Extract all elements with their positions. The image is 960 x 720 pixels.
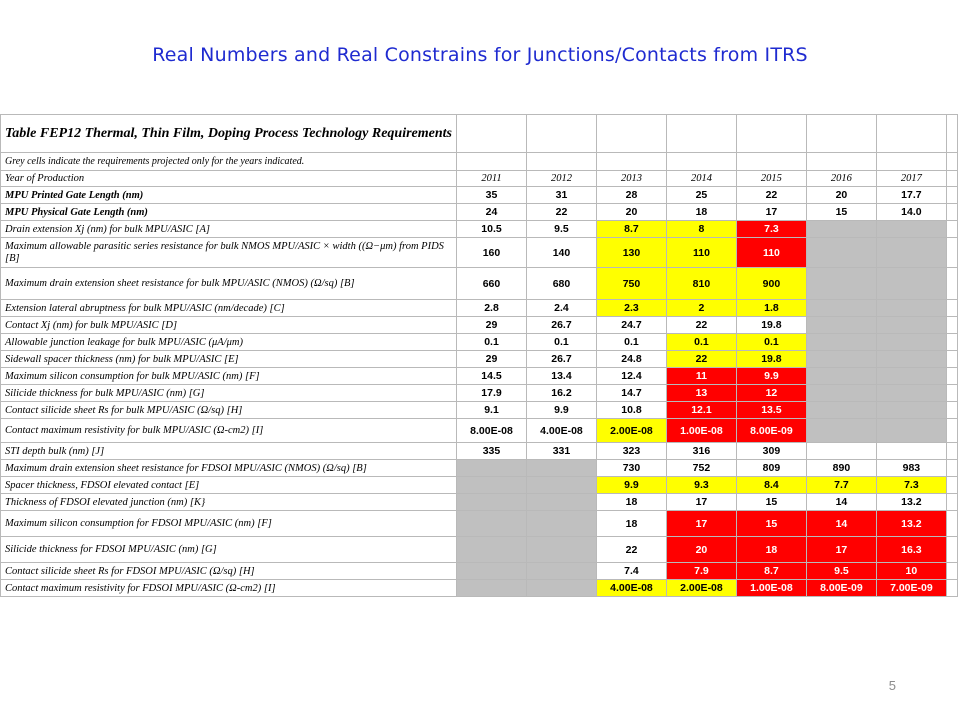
table-cell: 25	[666, 187, 736, 204]
table-cell: 17	[736, 204, 806, 221]
row-label: Extension lateral abruptness for bulk MPU/ASIC (nm/decade) [C]	[1, 300, 457, 317]
year-cell: 2012	[526, 171, 596, 187]
table-cell: 335	[457, 443, 527, 460]
row-label: Allowable junction leakage for bulk MPU/ASIC (μA/μm)	[1, 334, 457, 351]
table-row	[1, 238, 958, 268]
row-label: Maximum silicon consumption for bulk MPU/ASIC (nm) [F]	[1, 368, 457, 385]
table-cell	[876, 268, 946, 300]
table-cell: 29	[457, 317, 527, 334]
table-edge-cell	[946, 511, 957, 537]
table-cell: 12	[736, 385, 806, 402]
table-row	[1, 300, 958, 317]
table-cell: 22	[736, 187, 806, 204]
table-cell: 20	[596, 204, 666, 221]
table-edge-cell	[946, 317, 957, 334]
table-cell: 9.9	[526, 402, 596, 419]
table-cell: 9.3	[666, 477, 736, 494]
table-cell	[806, 402, 876, 419]
table-cell	[876, 368, 946, 385]
table-cell: 890	[806, 460, 876, 477]
table-cell: 810	[666, 268, 736, 300]
table-cell: 13	[666, 385, 736, 402]
table-cell: 22	[666, 317, 736, 334]
table-cell: 17	[806, 537, 876, 563]
table-edge-cell	[946, 351, 957, 368]
table-row	[1, 334, 958, 351]
row-label: Contact silicide sheet Rs for bulk MPU/ASIC (Ω/sq) [H]	[1, 402, 457, 419]
table-cell	[457, 511, 527, 537]
table-row	[1, 580, 958, 597]
table-cell	[457, 494, 527, 511]
table-edge-cell	[946, 580, 957, 597]
table-cell: 140	[526, 238, 596, 268]
table-cell: 22	[526, 204, 596, 221]
table-edge-cell	[946, 477, 957, 494]
table-cell: 309	[736, 443, 806, 460]
table-cell: 730	[596, 460, 666, 477]
table-cell: 17.9	[457, 385, 527, 402]
row-label: MPU Printed Gate Length (nm)	[1, 187, 457, 204]
table-edge-cell	[946, 402, 957, 419]
table-cell	[876, 300, 946, 317]
table-cell: 8.00E-08	[457, 419, 527, 443]
year-label: Year of Production	[1, 171, 457, 187]
row-label: Drain extension Xj (nm) for bulk MPU/ASIC [A]	[1, 221, 457, 238]
row-label: Maximum silicon consumption for FDSOI MPU/ASIC (nm) [F]	[1, 511, 457, 537]
table-cell: 22	[596, 537, 666, 563]
table-cell: 35	[457, 187, 527, 204]
table-cell	[806, 317, 876, 334]
table-cell	[876, 402, 946, 419]
table-edge-cell	[946, 494, 957, 511]
table-cell: 750	[596, 268, 666, 300]
table-edge-cell	[946, 443, 957, 460]
table-cell: 1.00E-08	[666, 419, 736, 443]
row-label: Contact maximum resistivity for FDSOI MPU/ASIC (Ω-cm2) [I]	[1, 580, 457, 597]
table-cell: 2.00E-08	[596, 419, 666, 443]
table-cell: 8.00E-09	[806, 580, 876, 597]
table-cell: 7.00E-09	[876, 580, 946, 597]
table-row	[1, 221, 958, 238]
table-cell	[526, 580, 596, 597]
table-edge-cell	[946, 385, 957, 402]
table-cell: 0.1	[596, 334, 666, 351]
table-edge-cell	[946, 419, 957, 443]
table-cell: 9.9	[736, 368, 806, 385]
table-cell: 160	[457, 238, 527, 268]
table-cell: 24	[457, 204, 527, 221]
table-cell: 13.5	[736, 402, 806, 419]
table-cell: 809	[736, 460, 806, 477]
table-cell: 19.8	[736, 351, 806, 368]
table-cell: 24.8	[596, 351, 666, 368]
table-cell: 10.5	[457, 221, 527, 238]
table-body	[1, 115, 958, 597]
table-row	[1, 460, 958, 477]
table-cell	[457, 460, 527, 477]
table-cell: 16.2	[526, 385, 596, 402]
table-cell: 8.00E-09	[736, 419, 806, 443]
table-row	[1, 563, 958, 580]
table-cell: 752	[666, 460, 736, 477]
year-cell: 2014	[666, 171, 736, 187]
table-cell: 24.7	[596, 317, 666, 334]
table-cell: 26.7	[526, 317, 596, 334]
table-cell: 13.4	[526, 368, 596, 385]
table-cell	[526, 537, 596, 563]
table-cell: 14.0	[876, 204, 946, 221]
table-row	[1, 477, 958, 494]
table-cell: 15	[736, 494, 806, 511]
table-cell	[457, 477, 527, 494]
row-label: Silicide thickness for FDSOI MPU/ASIC (nm) [G]	[1, 537, 457, 563]
table-cell	[526, 494, 596, 511]
year-cell: 2016	[806, 171, 876, 187]
table-cell: 660	[457, 268, 527, 300]
table-cell: 15	[736, 511, 806, 537]
table-cell: 1.8	[736, 300, 806, 317]
table-cell: 19.8	[736, 317, 806, 334]
row-label: Maximum drain extension sheet resistance for FDSOI MPU/ASIC (NMOS) (Ω/sq) [B]	[1, 460, 457, 477]
year-cell: 2013	[596, 171, 666, 187]
table-cell	[457, 563, 527, 580]
table-note-row	[1, 153, 958, 171]
table-cell: 9.5	[806, 563, 876, 580]
table-cell	[457, 580, 527, 597]
table-cell: 2.4	[526, 300, 596, 317]
table-cell	[457, 537, 527, 563]
table-cell: 17.7	[876, 187, 946, 204]
table-cell: 10.8	[596, 402, 666, 419]
table-cell: 7.3	[876, 477, 946, 494]
table-cell	[526, 477, 596, 494]
table-edge-cell	[946, 300, 957, 317]
table-cell: 900	[736, 268, 806, 300]
row-label: Contact maximum resistivity for bulk MPU/ASIC (Ω-cm2) [I]	[1, 419, 457, 443]
table-cell	[806, 419, 876, 443]
table-cell	[526, 511, 596, 537]
table-cell: 12.1	[666, 402, 736, 419]
table-cell: 31	[526, 187, 596, 204]
table-cell: 13.2	[876, 511, 946, 537]
table-cell: 20	[806, 187, 876, 204]
table-cell	[876, 385, 946, 402]
table-cell: 2.00E-08	[666, 580, 736, 597]
table-cell: 12.4	[596, 368, 666, 385]
table-cell: 22	[666, 351, 736, 368]
row-label: Spacer thickness, FDSOI elevated contact [E]	[1, 477, 457, 494]
table-cell: 18	[736, 537, 806, 563]
table-cell: 323	[596, 443, 666, 460]
table-cell: 14.7	[596, 385, 666, 402]
table-cell: 14	[806, 494, 876, 511]
table-cell: 9.9	[596, 477, 666, 494]
table-cell	[876, 419, 946, 443]
table-cell: 331	[526, 443, 596, 460]
row-label: Thickness of FDSOI elevated junction (nm) [K}	[1, 494, 457, 511]
table-row	[1, 187, 958, 204]
table-edge-cell	[946, 334, 957, 351]
table-row	[1, 511, 958, 537]
table-cell: 17	[666, 494, 736, 511]
table-cell: 110	[666, 238, 736, 268]
table-cell	[876, 317, 946, 334]
table-cell: 680	[526, 268, 596, 300]
table-cell: 17	[666, 511, 736, 537]
table-cell	[806, 443, 876, 460]
table-cell: 18	[666, 204, 736, 221]
table-row	[1, 368, 958, 385]
row-label: Sidewall spacer thickness (nm) for bulk MPU/ASIC [E]	[1, 351, 457, 368]
table-cell	[806, 351, 876, 368]
table-cell: 7.3	[736, 221, 806, 238]
table-edge-cell	[946, 460, 957, 477]
table-row	[1, 268, 958, 300]
table-cell: 18	[596, 511, 666, 537]
table-cell: 0.1	[457, 334, 527, 351]
table-edge-cell	[946, 268, 957, 300]
table-row	[1, 317, 958, 334]
table-cell	[806, 268, 876, 300]
table-cell	[806, 334, 876, 351]
table-cell: 130	[596, 238, 666, 268]
table-cell	[806, 385, 876, 402]
table-edge-cell	[946, 187, 957, 204]
year-cell: 2011	[457, 171, 527, 187]
table-cell: 4.00E-08	[596, 580, 666, 597]
table-cell: 7.9	[666, 563, 736, 580]
table-cell: 26.7	[526, 351, 596, 368]
row-label: Maximum allowable parasitic series resistance for bulk NMOS MPU/ASIC × width ((Ω−μm) from PIDS [B]	[1, 238, 457, 268]
table-cell	[876, 221, 946, 238]
table-cell	[806, 368, 876, 385]
table-edge-cell	[946, 563, 957, 580]
year-cell: 2015	[736, 171, 806, 187]
table-cell	[876, 443, 946, 460]
table-cell: 0.1	[526, 334, 596, 351]
row-label: Silicide thickness for bulk MPU/ASIC (nm) [G]	[1, 385, 457, 402]
table-row	[1, 204, 958, 221]
table-edge-cell	[946, 221, 957, 238]
table-row	[1, 385, 958, 402]
table-row	[1, 537, 958, 563]
table-cell: 0.1	[666, 334, 736, 351]
table-cell: 316	[666, 443, 736, 460]
table-cell	[806, 221, 876, 238]
table-row	[1, 443, 958, 460]
page-number: 5	[888, 678, 896, 693]
table-cell: 11	[666, 368, 736, 385]
table-edge-cell	[946, 238, 957, 268]
table-row	[1, 494, 958, 511]
table-cell: 28	[596, 187, 666, 204]
table-row	[1, 419, 958, 443]
table-cell: 2.3	[596, 300, 666, 317]
row-label: STI depth bulk (nm) [J]	[1, 443, 457, 460]
requirements-table	[0, 114, 958, 597]
table-cell	[526, 460, 596, 477]
slide-title: Real Numbers and Real Constrains for Junctions/Contacts from ITRS	[152, 44, 808, 66]
table-cell: 14	[806, 511, 876, 537]
table-cell: 2	[666, 300, 736, 317]
table-cell: 8.7	[596, 221, 666, 238]
table-cell: 1.00E-08	[736, 580, 806, 597]
table-title-row	[1, 115, 958, 153]
table-cell: 2.8	[457, 300, 527, 317]
table-cell: 7.4	[596, 563, 666, 580]
table-cell	[526, 563, 596, 580]
table-cell: 8	[666, 221, 736, 238]
table-edge-cell	[946, 537, 957, 563]
year-row	[1, 171, 958, 187]
table-cell	[806, 238, 876, 268]
row-label: MPU Physical Gate Length (nm)	[1, 204, 457, 221]
table-title: Table FEP12 Thermal, Thin Film, Doping Process Technology Requirements	[1, 115, 457, 153]
table-row	[1, 402, 958, 419]
table-edge-cell	[946, 368, 957, 385]
table-cell: 983	[876, 460, 946, 477]
table-cell	[876, 351, 946, 368]
table-cell: 29	[457, 351, 527, 368]
table-cell: 8.4	[736, 477, 806, 494]
table-cell: 16.3	[876, 537, 946, 563]
table-cell	[806, 300, 876, 317]
requirements-table-container	[0, 114, 958, 598]
row-label: Contact Xj (nm) for bulk MPU/ASIC [D]	[1, 317, 457, 334]
table-cell: 0.1	[736, 334, 806, 351]
row-label: Contact silicide sheet Rs for FDSOI MPU/ASIC (Ω/sq) [H]	[1, 563, 457, 580]
table-cell: 9.1	[457, 402, 527, 419]
table-cell: 20	[666, 537, 736, 563]
table-cell: 8.7	[736, 563, 806, 580]
row-label: Maximum drain extension sheet resistance for bulk MPU/ASIC (NMOS) (Ω/sq) [B]	[1, 268, 457, 300]
table-cell: 110	[736, 238, 806, 268]
table-cell: 13.2	[876, 494, 946, 511]
table-cell: 18	[596, 494, 666, 511]
table-cell: 15	[806, 204, 876, 221]
table-cell: 9.5	[526, 221, 596, 238]
table-cell: 7.7	[806, 477, 876, 494]
table-note: Grey cells indicate the requirements projected only for the years indicated.	[1, 153, 457, 171]
table-edge-cell	[946, 204, 957, 221]
table-row	[1, 351, 958, 368]
table-cell: 14.5	[457, 368, 527, 385]
table-cell: 10	[876, 563, 946, 580]
table-cell: 4.00E-08	[526, 419, 596, 443]
table-cell	[876, 334, 946, 351]
table-cell	[876, 238, 946, 268]
year-cell: 2017	[876, 171, 946, 187]
